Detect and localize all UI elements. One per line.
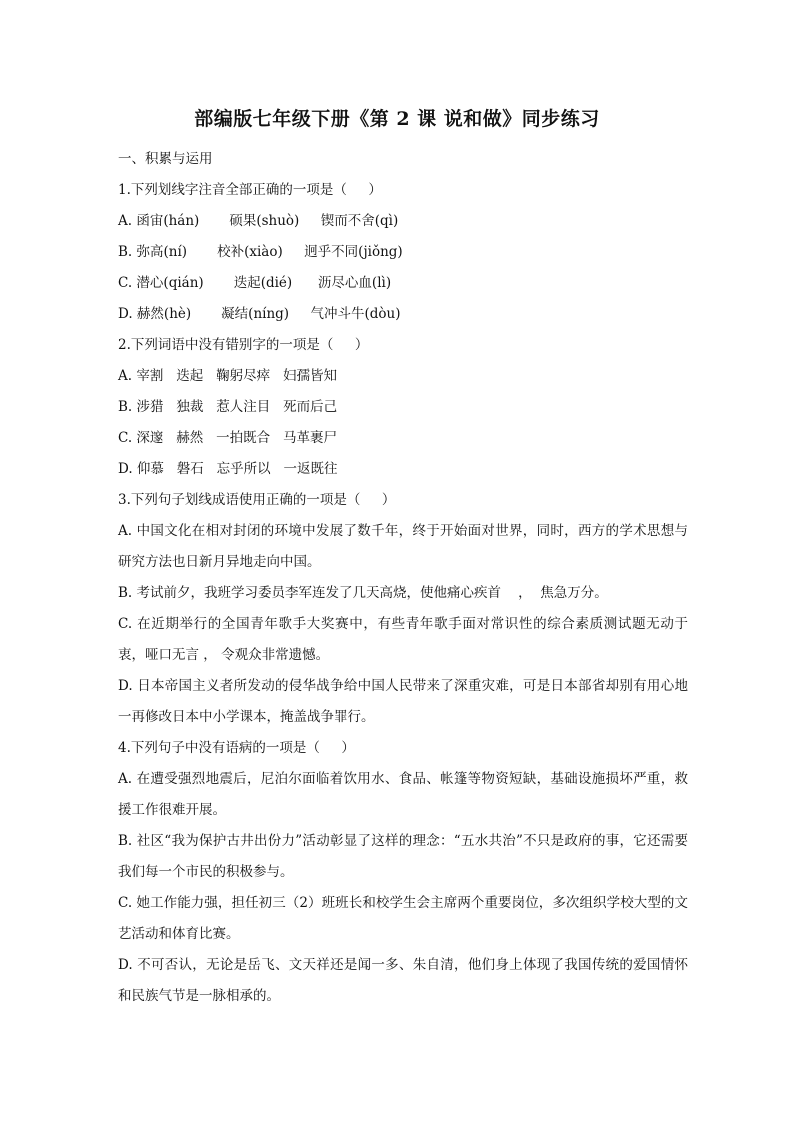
section-heading: 一、积累与运用 [118, 151, 213, 167]
page-title: 部编版七年级下册《第 2 课 说和做》同步练习 [194, 108, 600, 130]
question-4-option-b: B. 社区“我为保护古井出份力”活动彰显了这样的理念：“五水共治”不只是政府的事，它还需要我们每一个市民的积极参与。 [118, 833, 688, 880]
question-2-option-b: B. 涉猎 独裁 惹人注目 死而后己 [118, 399, 338, 415]
question-4-stem: 4.下列句子中没有语病的一项是（ ） [118, 740, 355, 756]
question-2-option-c: C. 深邃 赫然 一拍既合 马革裹尸 [118, 430, 338, 446]
question-3-option-b: B. 考试前夕，我班学习委员李军连发了几天高烧，使他痛心疾首 ， 焦急万分。 [118, 585, 608, 601]
question-2-option-d: D. 仰慕 磐石 忘乎所以 一返既往 [118, 461, 338, 477]
question-2-option-a: A. 宰割 迭起 鞠躬尽瘁 妇孺皆知 [118, 368, 337, 384]
question-3-option-a: A. 中国文化在相对封闭的环境中发展了数千年，终于开始面对世界，同时，西方的学术思想与研究方法也日新月异地走向中国。 [118, 523, 688, 570]
question-3-option-d: D. 日本帝国主义者所发动的侵华战争给中国人民带来了深重灾难，可是日本部省却别有用心地一再修改日本中小学课本，掩盖战争罪行。 [118, 678, 688, 725]
question-1-option-b: B. 弥高(ní) 校补(xiào) 迥乎不同(jiǒng) [118, 244, 403, 260]
question-3-option-c: C. 在近期举行的全国青年歌手大奖赛中，有些青年歌手面对常识性的综合素质测试题无动于衷，哑口无言 ， 令观众非常遗憾。 [118, 616, 688, 663]
question-4-option-a: A. 在遭受强烈地震后，尼泊尔面临着饮用水、食品、帐篷等物资短缺，基础设施损坏严重，救援工作很难开展。 [118, 771, 688, 818]
exercise-body [118, 144, 688, 1012]
question-4-option-c: C. 她工作能力强，担任初三（2）班班长和校学生会主席两个重要岗位，多次组织学校大型的文艺活动和体育比赛。 [118, 895, 688, 942]
question-1-option-d: D. 赫然(hè) 凝结(níng) 气冲斗牛(dòu) [118, 306, 401, 322]
question-2-stem: 2.下列词语中没有错别字的一项是（ ） [118, 337, 369, 353]
question-1-option-c: C. 潜心(qián) 迭起(dié) 沥尽心血(lì) [118, 275, 392, 291]
question-3-stem: 3.下列句子划线成语使用正确的一项是（ ） [118, 492, 396, 508]
question-4-option-d: D. 不可否认，无论是岳飞、文天祥还是闻一多、朱自清，他们身上体现了我国传统的爱国情怀和民族气节是一脉相承的。 [118, 957, 688, 1004]
question-1-stem: 1.下列划线字注音全部正确的一项是（ ） [118, 182, 382, 198]
question-1-option-a: A. 函宙(hán) 硕果(shuò) 锲而不舍(qì) [118, 213, 399, 229]
